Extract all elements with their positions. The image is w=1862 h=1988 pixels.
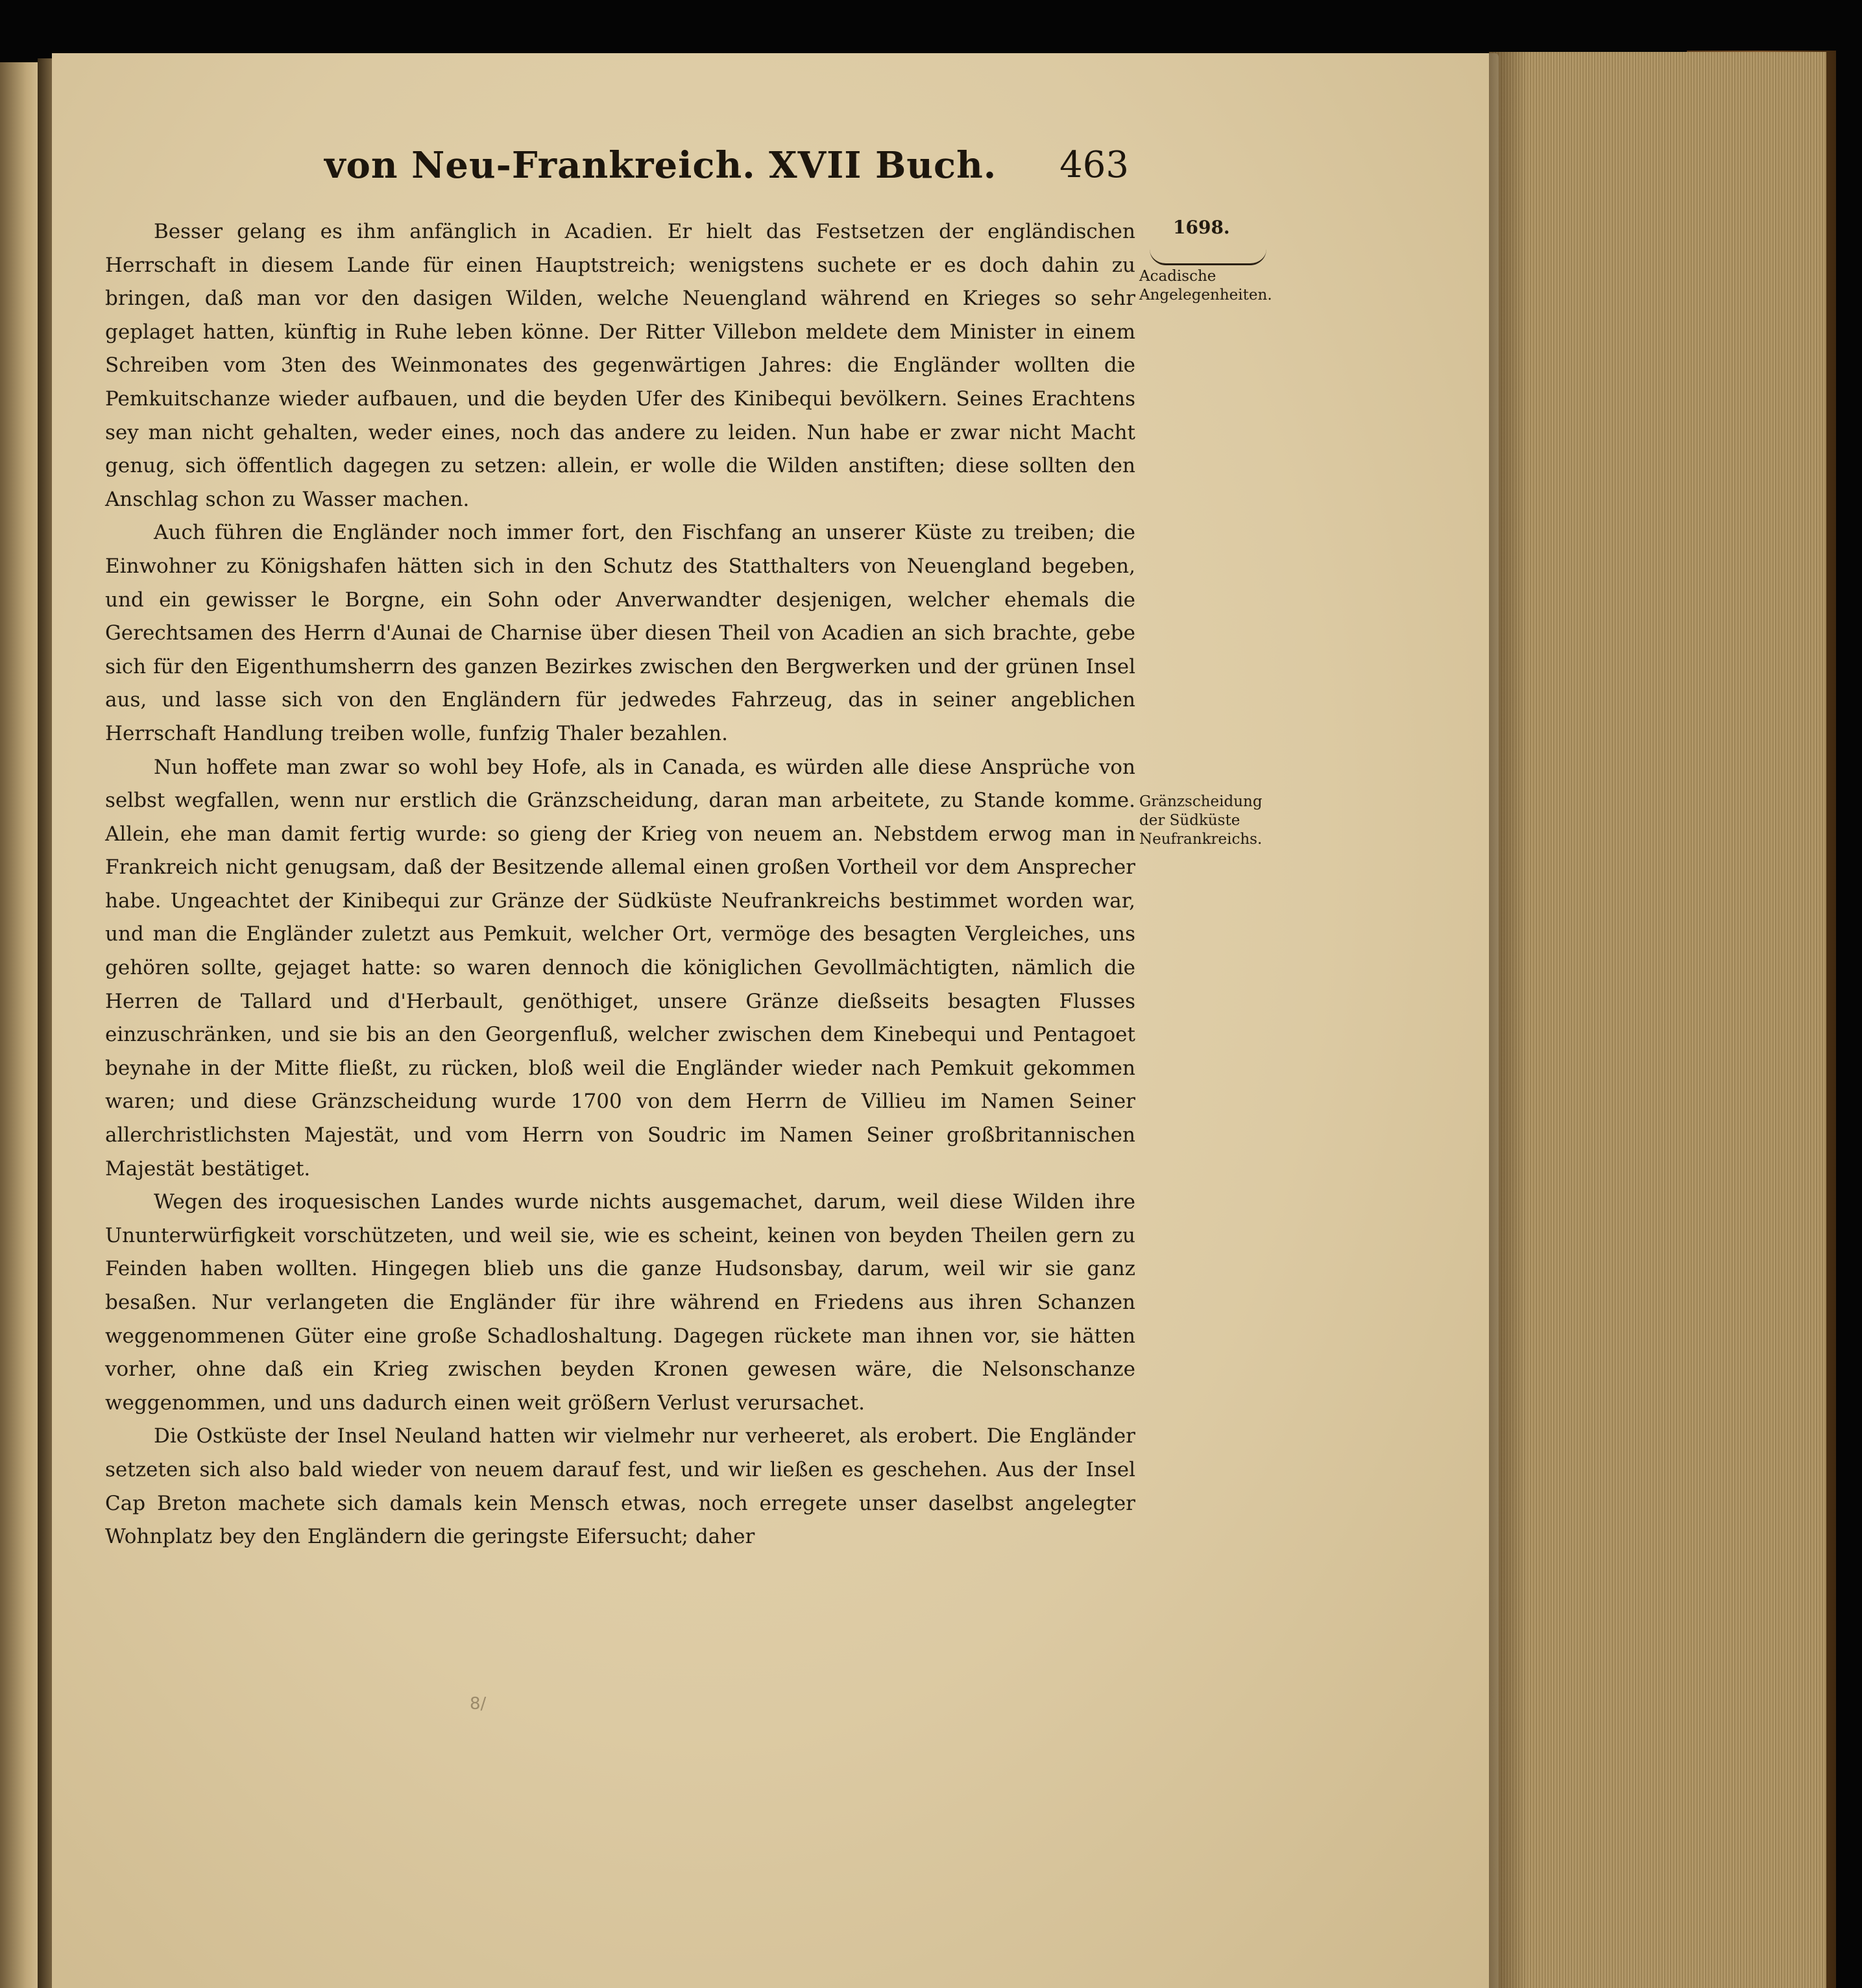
- pencil-mark: 8/: [470, 1694, 487, 1714]
- paragraph: Nun hoffete man zwar so wohl bey Hofe, als in Canada, es würden alle diese Ansprüche von selbst wegfallen, wenn nur erstlich die Gränzscheidung, daran man arbeitete, zu Stande komme. Allein, ehe man damit fertig wurde: so gieng der Krieg von neuem an. Nebstdem erwog man in Frankreich nicht genugsam, daß der Besitzende allemal einen großen Vortheil vor dem Ansprecher habe. Ungeachtet der Kinibequi zur Gränze der Südküste Neufrankreichs bestimmet worden war, und man die Engländer zuletzt aus Pemkuit, welcher Ort, vermöge des besagten Vergleiches, uns gehören sollte, gejaget hatte: so waren dennoch die königlichen Gevollmächtigten, nämlich die Herren de Tallard und d'Herbault, genöthiget, unsere Gränze dießseits besagten Flusses einzuschränken, und sie bis an den Georgenfluß, welcher zwischen dem Kinebequi und Pentagoet beynahe in der Mitte fließt, zu rücken, bloß weil die Engländer wieder nach Pemkuit gekommen waren; und diese Gränzscheidung wurde 1700 von dem Herrn de Villieu im Namen Seiner allerchristlichsten Majestät, und vom Herrn von Soudric im Namen Seiner großbritannischen Majestät bestätiget.: [105, 755, 1135, 1180]
- page-number: 463: [1059, 144, 1129, 186]
- page-edge-shadow: [1489, 52, 1528, 1988]
- body-text: [105, 215, 1135, 1554]
- margin-brace: [1150, 249, 1266, 265]
- margin-year: 1698.: [1173, 217, 1230, 238]
- paragraph: Auch führen die Engländer noch immer fort, den Fischfang an unserer Küste zu treiben; die Einwohner zu Königshafen hätten sich in den Schutz des Statthalters von Neuengland begeben, und ein gewisser le Borgne, ein Sohn oder Anverwandter desjenigen, welcher ehemals die Gerechtsamen des Herrn d'Aunai de Charnise über diesen Theil von Acadien an sich brachte, gebe sich für den Eigenthumsherrn des ganzen Bezirkes zwischen den Bergwerken und der grünen Insel aus, und lasse sich von den Engländern für jedwedes Fahrzeug, das in seiner angeblichen Herrschaft Handlung treiben wolle, funfzig Thaler bezahlen.: [105, 521, 1135, 745]
- paragraph: Besser gelang es ihm anfänglich in Acadien. Er hielt das Festsetzen der engländischen Herrschaft in diesem Lande für einen Hauptstreich; wenigstens suchete er es doch dahin zu bringen, daß man vor den dasigen Wilden, welche Neuengland während en Krieges so sehr geplaget hatten, künftig in Ruhe leben könne. Der Ritter Villebon meldete dem Minister in einem Schreiben vom 3ten des Weinmonates des gegenwärtigen Jahres: die Engländer wollten die Pemkuitschanze wieder aufbauen, und die beyden Ufer des Kinibequi bevölkern. Seines Erachtens sey man nicht gehalten, weder eines, noch das andere zu leiden. Nun habe er zwar nicht Macht genug, sich öffentlich dagegen zu setzen: allein, er wolle die Wilden anstiften; diese sollten den Anschlag schon zu Wasser machen.: [105, 220, 1135, 511]
- paragraph: Wegen des iroquesischen Landes wurde nichts ausgemachet, darum, weil diese Wilden ihre Ununterwürfigkeit vorschützeten, und weil sie, wie es scheint, keinen von beyden Theilen gern zu Feinden haben wollten. Hingegen blieb uns die ganze Hudsonsbay, darum, weil wir sie ganz besaßen. Nur verlangeten die Engländer für ihre während en Friedens aus ihren Schanzen weggenommenen Güter eine große Schadloshaltung. Dagegen rückete man ihnen vor, sie hätten vorher, ohne daß ein Krieg zwischen beyden Kronen gewesen wäre, die Nelsonschanze weggenommen, und uns dadurch einen weit größern Verlust verursachet.: [105, 1190, 1135, 1415]
- page-stack-edge: [1489, 52, 1826, 1988]
- margin-note-border: Gränzscheidung der Südküste Neufrankreichs.: [1139, 793, 1263, 848]
- running-title: von Neu-Frankreich. XVII Buch.: [324, 144, 997, 187]
- running-header: [324, 144, 1129, 196]
- margin-note-acadia: Acadische Angelegenheiten.: [1139, 268, 1272, 304]
- paragraph: Die Ostküste der Insel Neuland hatten wir vielmehr nur verheeret, als erobert. Die Engländer setzeten sich also bald wieder von neuem darauf fest, und wir ließen es geschehen. Aus der Insel Cap Breton machete sich damals kein Mensch etwas, noch erregete unser daselbst angelegter Wohnplatz bey den Engländern die geringste Eifersucht; daher: [105, 1424, 1135, 1549]
